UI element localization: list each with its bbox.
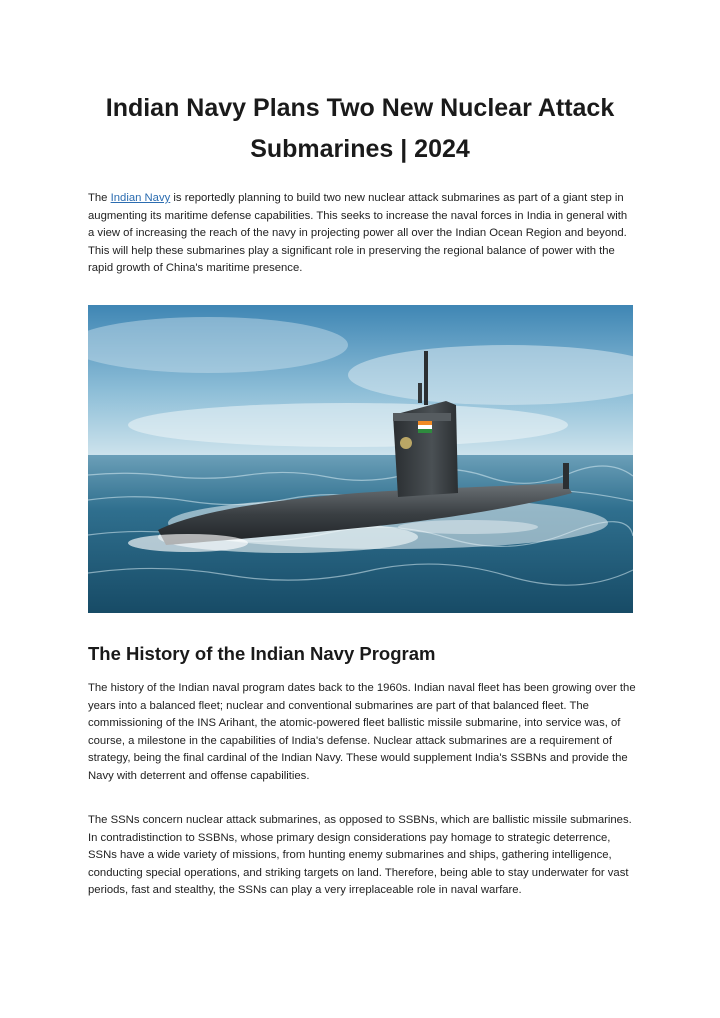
intro-paragraph xyxy=(88,190,636,278)
history-paragraph: The history of the Indian naval program dates back to the 1960s. Indian naval fleet has been growing over the years into a balanced fleet; nuclear and conventional submarines are part of that balanced fleet. The commissioning of the INS Arihant, the atomic-powered fleet ballistic missile submarine, into service was, of course, a milestone in the capabilities of India's defense. Nuclear attack submarines are a requirement of strategy, being the final cardinal of the Indian Navy. These would supplement India's SSBNs and provide the Navy with deterrent and offense capabilities. xyxy=(88,682,636,782)
intro-text-rest: is reportedly planning to build two new nuclear attack submarines as part of a giant step in augmenting its maritime defense capabilities. This seeks to increase the naval forces in India in general with a view of increasing the reach of the navy in projecting power all over the Indian Ocean Region and beyond. This will help these submarines play a significant role in preserving the regional balance of power with the rapid growth of China's maritime presence. xyxy=(88,192,628,274)
ssn-paragraph: The SSNs concern nuclear attack submarines, as opposed to SSBNs, which are ballistic missile submarines. In contradistinction to SSBNs, whose primary design considerations pay homage to strategic deterrence, SSNs have a wide variety of missions, from hunting enemy submarines and ships, gathering intelligence, conducting special operations, and striking targets on land. Therefore, being able to stay underwater for vast periods, fast and stealthy, the SSNs can play a very irreplaceable role in naval warfare. xyxy=(88,814,632,896)
submarine-photo xyxy=(88,305,633,613)
section-heading: The History of the Indian Navy Program xyxy=(88,643,436,664)
page-title: Indian Navy Plans Two New Nuclear Attack Submarines | 2024 xyxy=(105,94,615,163)
intro-text-start: The xyxy=(88,192,111,204)
submarine-illustration xyxy=(88,305,633,613)
indian-navy-link[interactable]: Indian Navy xyxy=(110,192,171,204)
